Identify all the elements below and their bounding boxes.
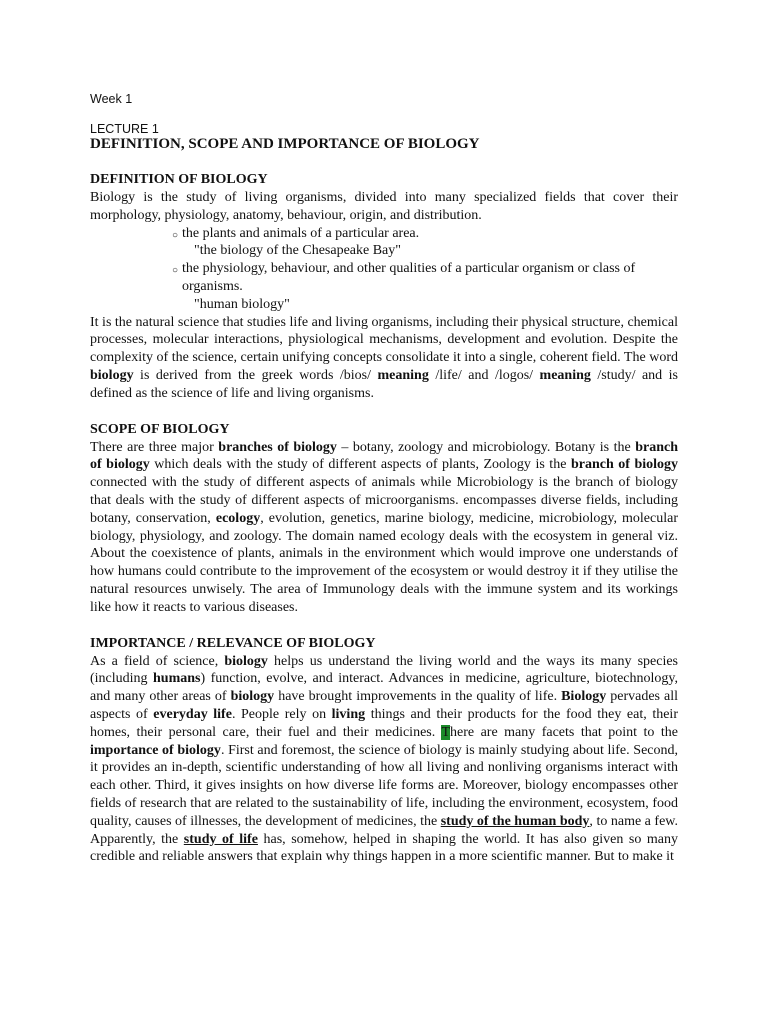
importance-heading: IMPORTANCE / RELEVANCE OF BIOLOGY	[90, 635, 376, 651]
bold-run: humans	[153, 671, 201, 687]
bold-run: importance of biology	[90, 742, 221, 758]
text-run: /life/ and /logos/	[428, 367, 540, 383]
text-run: is derived from the greek words /bios/	[133, 367, 378, 383]
definition-heading: DEFINITION OF BIOLOGY	[90, 172, 268, 187]
definition-intro: Biology is the study of living organisms, divided into many specialized fields that cover their morphology, physiology, anatomy, behaviour, origin, and distribution.	[90, 190, 678, 223]
circle-bullet-icon: ○	[172, 265, 179, 277]
text-run: things and their products for the food they eat, their homes, their personal care, their fuel and their medicines.	[90, 706, 678, 740]
bold-run: branches of biology	[218, 439, 337, 455]
text-run: It is the natural science that studies life and living organisms, including their physical structure, chemical processes, molecular interactions, physiological mechanisms, development and evolution. Despite the complexity of the science, certain unifying concepts consolidate it into a single, coherent field. The word	[90, 314, 678, 366]
bold-run: branch of biology	[570, 457, 679, 473]
scope-body	[90, 439, 678, 617]
text-run: , to name a few. Apparently, the	[90, 813, 678, 847]
text-run: . First and foremost, the science of biology is mainly studying about life. Second, it provides an in-depth, scientific understanding of how all living and nonliving organisms interact with each other. Third, it gives insights on how diverse life forms are. Moreover, biology encompasses other fields of research that are related to the sustainability of life, including the environment, ecosystem, food quality, causes of illnesses, the development of medicines, the	[90, 742, 678, 829]
bold-run: biology	[230, 689, 275, 705]
spacer	[90, 617, 678, 635]
bullet-example-1: "the biology of the Chesapeake Bay"	[194, 243, 401, 259]
importance-body	[90, 653, 678, 867]
bullet-item-1	[90, 225, 678, 243]
spacer	[90, 403, 678, 421]
text-cursor-highlight: T	[441, 724, 451, 740]
bullet-example-2: "human biology"	[194, 296, 290, 312]
lecture-label: LECTURE 1	[90, 122, 159, 136]
bullet-text-1: the plants and animals of a particular area.	[182, 225, 420, 241]
week-label: Week 1	[90, 92, 133, 106]
bold-run: ecology	[215, 510, 261, 526]
underlined-bold-run: study of life	[183, 831, 258, 847]
underlined-bold-run: study of the human body	[440, 813, 590, 829]
definition-body	[90, 314, 678, 403]
bullet-text-2: the physiology, behaviour, and other qualities of a particular organism or class of organisms.	[182, 261, 636, 294]
bold-run: Biology	[561, 689, 607, 705]
text-run: As a field of science,	[90, 653, 225, 669]
bold-run: everyday life	[153, 706, 232, 722]
text-run: There are three major	[90, 439, 219, 455]
bold-run: branch of biology	[90, 439, 678, 473]
bold-run: living	[331, 706, 366, 722]
text-run: pervades all aspects of	[90, 689, 678, 722]
circle-bullet-icon: ○	[172, 229, 179, 241]
text-run: . People rely on	[231, 706, 332, 722]
bold-run: biology	[224, 653, 268, 669]
text-run: has, somehow, helped in shaping the world. It has also given so many credible and reliable answers that explain why things happen in a more scientific manner. But to make it	[90, 831, 678, 865]
text-run: here are many facets that point to the	[450, 724, 678, 740]
bold-run: meaning	[539, 367, 591, 383]
text-run: connected with the study of different aspects of animals while Microbiology is the branch of biology that deals with the study of different aspects of microorganisms. encompasses diverse fields, including botany, conservation,	[90, 475, 678, 526]
text-run: have brought improvements in the quality of life.	[274, 689, 562, 705]
text-run: ) function, evolve, and interact. Advances in medicine, agriculture, biotechnology, and many other areas of	[90, 671, 678, 705]
text-run: , evolution, genetics, marine biology, medicine, microbiology, molecular biology, physiology, and zoology. The domain named ecology deals with the ecosystem in general viz. About the coexistence of plants, animals in the environment which would improve one understands of how humans could contribute to the improvement of the ecosystem or would destroy it if they utilise the natural resources unwisely. The area of Immunology deals with the immune system and its workings like how it reacts to various diseases.	[90, 510, 678, 615]
text-run: – botany, zoology and microbiology. Botany is the	[336, 439, 636, 455]
bullet-item-2	[90, 260, 678, 296]
text-run: /study/ and is defined as the science of life and living organisms.	[90, 367, 679, 401]
text-run: which deals with the study of different aspects of plants, Zoology is the	[149, 457, 571, 473]
text-run: helps us understand the living world and the ways its many species (including	[90, 653, 678, 687]
page-title: DEFINITION, SCOPE AND IMPORTANCE OF BIOLOGY	[90, 136, 480, 152]
scope-heading: SCOPE OF BIOLOGY	[90, 421, 230, 437]
bold-run: meaning	[377, 367, 429, 383]
bold-run: biology	[90, 367, 134, 383]
